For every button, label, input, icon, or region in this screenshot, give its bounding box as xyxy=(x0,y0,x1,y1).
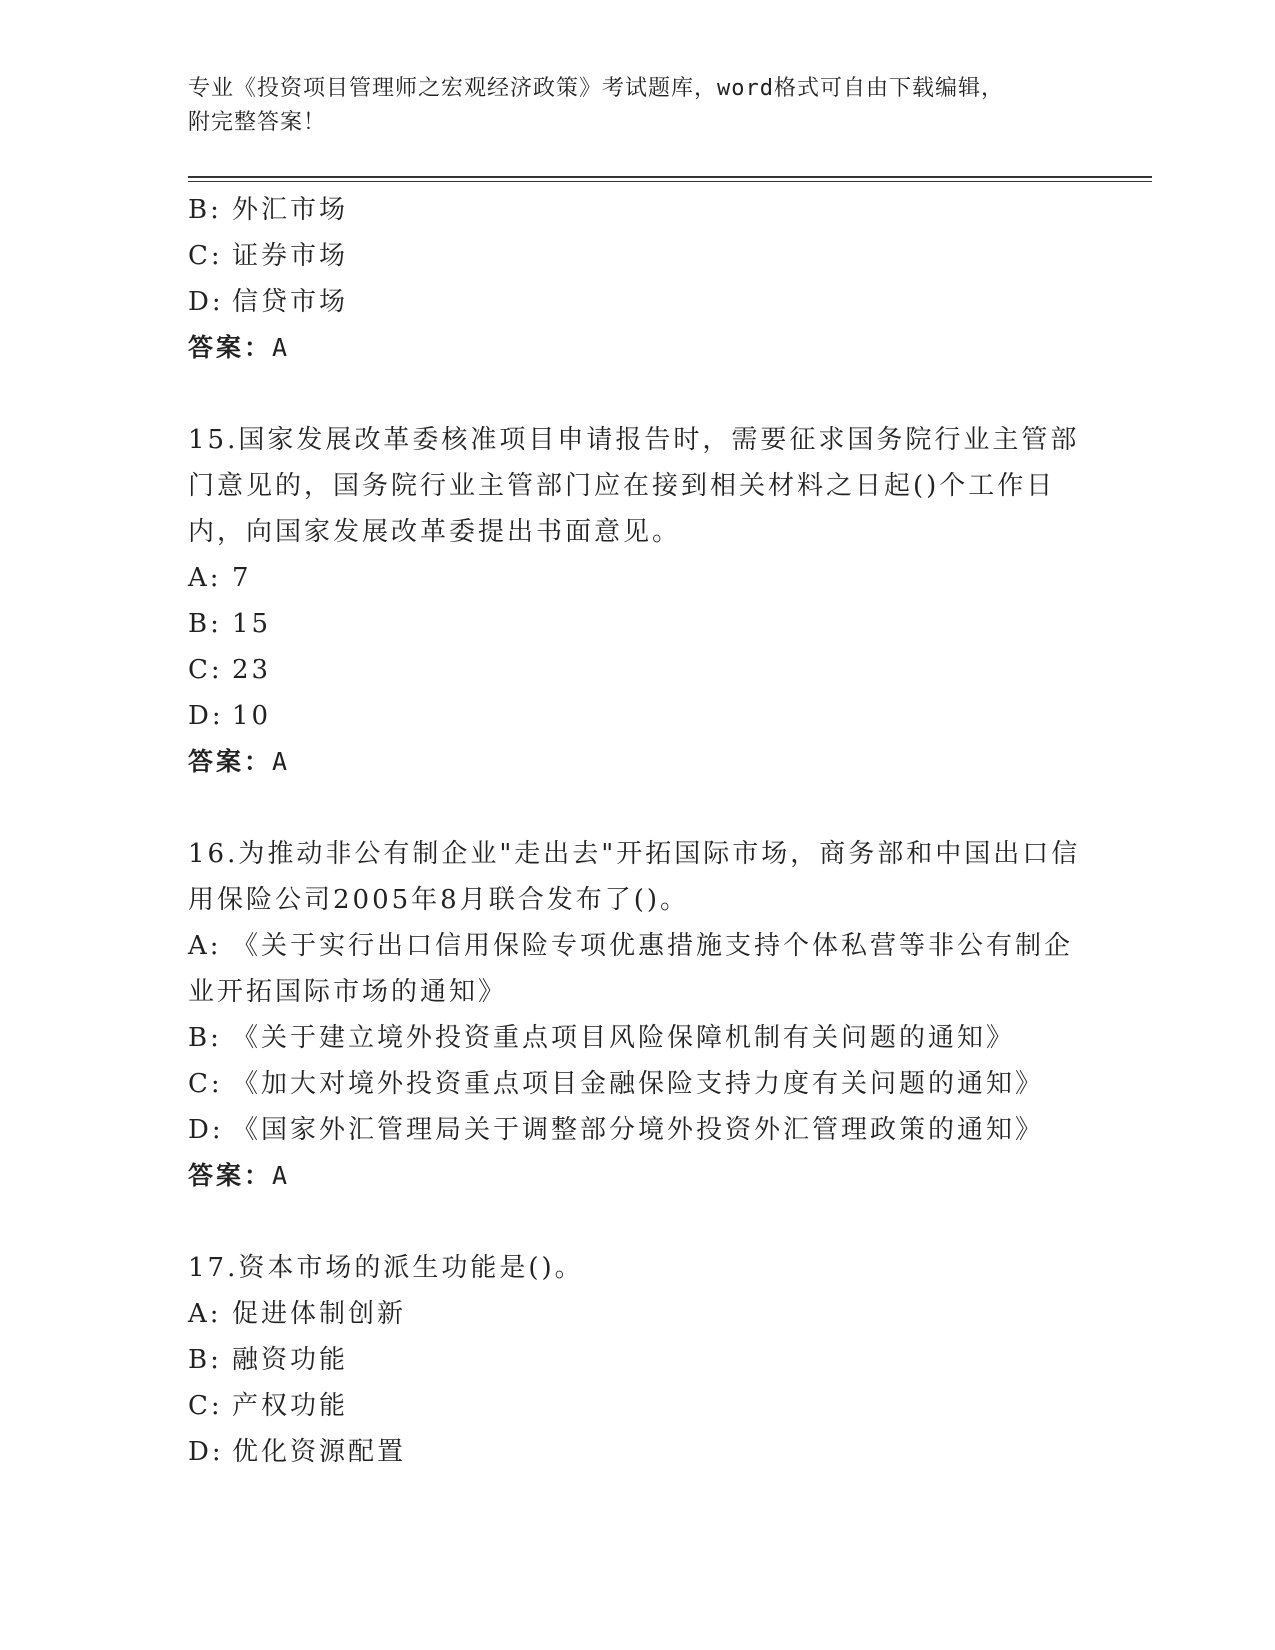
option-text: 《国家外汇管理局关于调整部分境外投资外汇管理政策的通知》 xyxy=(232,1115,1045,1145)
header-line-1: 专业《投资项目管理师之宏观经济政策》考试题库，word格式可自由下载编辑， xyxy=(188,76,1004,101)
option-text: 融资功能 xyxy=(232,1345,349,1375)
option-letter: A: xyxy=(188,931,222,961)
answer-label: 答案： xyxy=(188,1161,273,1190)
option-letter: C: xyxy=(188,1069,223,1099)
option-text: 信贷市场 xyxy=(232,287,349,317)
option-a xyxy=(188,923,1088,969)
option-c xyxy=(188,233,1088,279)
option-b xyxy=(188,187,1088,233)
option-a xyxy=(188,555,1088,601)
answer-label: 答案： xyxy=(188,747,273,776)
option-c xyxy=(188,647,1088,693)
question-stem-line: 17.资本市场的派生功能是()。 xyxy=(188,1253,584,1283)
option-d xyxy=(188,1429,1088,1475)
option-text: 15 xyxy=(232,609,272,639)
answer-label: 答案： xyxy=(188,333,273,362)
answer-line xyxy=(188,325,1088,371)
option-letter: B: xyxy=(188,195,222,225)
question-stem-line: 16.为推动非公有制企业"走出去"开拓国际市场，商务部和中国出口信 xyxy=(188,839,1081,869)
option-letter: C: xyxy=(188,241,223,271)
option-d xyxy=(188,279,1088,325)
option-d xyxy=(188,1107,1088,1153)
option-letter: B: xyxy=(188,1023,222,1053)
answer-line xyxy=(188,739,1088,785)
option-b xyxy=(188,601,1088,647)
option-letter: D: xyxy=(188,701,224,731)
option-letter: C: xyxy=(188,655,223,685)
option-text: 证券市场 xyxy=(232,241,349,271)
question-14 xyxy=(188,187,1088,371)
answer-value: A xyxy=(272,333,291,362)
option-text: 促进体制创新 xyxy=(232,1299,407,1329)
document-header xyxy=(188,72,1088,140)
option-letter: A: xyxy=(188,563,222,593)
option-text: 10 xyxy=(232,701,272,731)
option-c xyxy=(188,1383,1088,1429)
spacer xyxy=(188,371,1088,417)
answer-value: A xyxy=(272,1161,291,1190)
header-line-2: 附完整答案！ xyxy=(188,110,327,135)
option-letter: D: xyxy=(188,1437,224,1467)
option-text: 《关于建立境外投资重点项目风险保障机制有关问题的通知》 xyxy=(232,1023,1016,1053)
option-text: 《加大对境外投资重点项目金融保险支持力度有关问题的通知》 xyxy=(232,1069,1045,1099)
answer-value: A xyxy=(272,747,291,776)
question-stem-line: 内，向国家发展改革委提出书面意见。 xyxy=(188,517,682,547)
option-b xyxy=(188,1337,1088,1383)
question-list xyxy=(188,187,1088,1475)
option-letter: A: xyxy=(188,1299,222,1329)
option-letter: B: xyxy=(188,609,222,639)
header-divider-thin xyxy=(188,181,1152,182)
question-stem-line: 15.国家发展改革委核准项目申请报告时，需要征求国务院行业主管部 xyxy=(188,425,1080,455)
option-letter: B: xyxy=(188,1345,222,1375)
option-text: 7 xyxy=(232,563,252,593)
spacer xyxy=(188,785,1088,831)
question-17 xyxy=(188,1245,1088,1475)
question-stem-line: 用保险公司2005年8月联合发布了()。 xyxy=(188,885,689,915)
option-text: 23 xyxy=(232,655,272,685)
question-16 xyxy=(188,831,1088,1199)
option-b xyxy=(188,1015,1088,1061)
option-c xyxy=(188,1061,1088,1107)
option-letter: C: xyxy=(188,1391,223,1421)
option-text: 外汇市场 xyxy=(232,195,349,225)
question-15 xyxy=(188,417,1088,785)
option-letter: D: xyxy=(188,1115,224,1145)
spacer xyxy=(188,1199,1088,1245)
option-a xyxy=(188,1291,1088,1337)
option-d xyxy=(188,693,1088,739)
answer-line xyxy=(188,1153,1088,1199)
header-divider-thick xyxy=(188,176,1152,178)
option-text: 产权功能 xyxy=(232,1391,349,1421)
option-a-continued: 业开拓国际市场的通知》 xyxy=(188,977,508,1007)
option-text: 优化资源配置 xyxy=(232,1437,407,1467)
option-text: 《关于实行出口信用保险专项优惠措施支持个体私营等非公有制企 xyxy=(232,931,1074,961)
option-letter: D: xyxy=(188,287,224,317)
question-stem-line: 门意见的，国务院行业主管部门应在接到相关材料之日起()个工作日 xyxy=(188,471,1056,501)
